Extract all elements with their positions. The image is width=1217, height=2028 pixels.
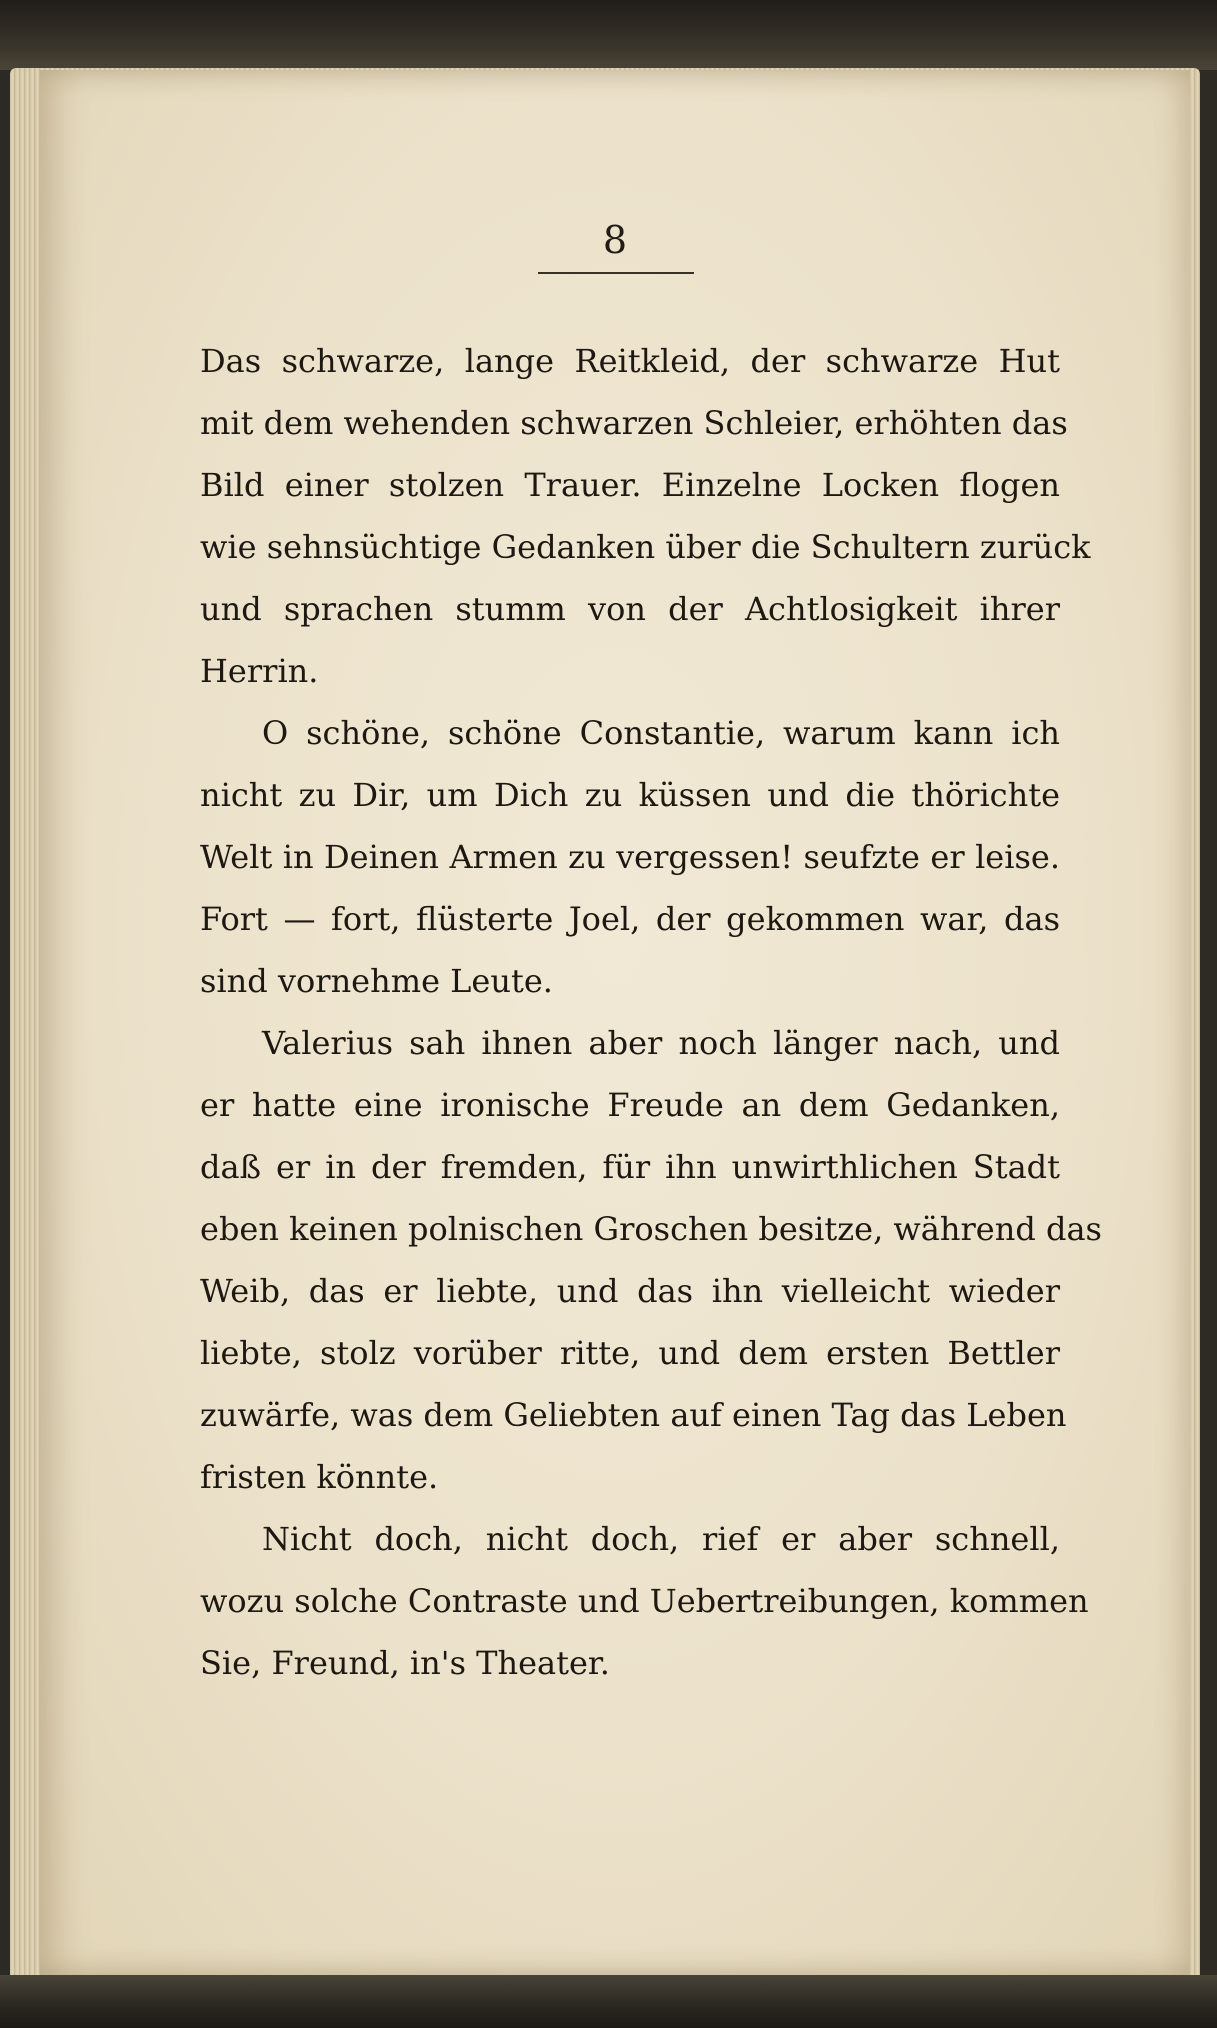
text-line: sind vornehme Leute. bbox=[200, 962, 553, 1000]
text-line: Welt in Deinen Armen zu vergessen! seufzte er leise. bbox=[200, 838, 1060, 876]
text-line: Nicht doch, nicht doch, rief er aber schnell, bbox=[262, 1520, 1060, 1558]
text-line: eben keinen polnischen Groschen besitze, während das bbox=[200, 1210, 1102, 1248]
text-line: mit dem wehenden schwarzen Schleier, erhöhten das bbox=[200, 404, 1068, 442]
text-line: fristen könnte. bbox=[200, 1458, 439, 1496]
text-line: zuwärfe, was dem Geliebten auf einen Tag das Leben bbox=[200, 1396, 1067, 1434]
header-rule bbox=[538, 272, 694, 274]
page-number: 8 bbox=[602, 218, 628, 262]
text-line: Sie, Freund, in's Theater. bbox=[200, 1644, 610, 1682]
text-line: wozu solche Contraste und Uebertreibungen, kommen bbox=[200, 1582, 1089, 1620]
text-line: Weib, das er liebte, und das ihn vielleicht wieder bbox=[200, 1272, 1060, 1310]
text-line: nicht zu Dir, um Dich zu küssen und die thörichte bbox=[200, 776, 1060, 814]
text-line: O schöne, schöne Constantie, warum kann ich bbox=[262, 714, 1060, 752]
text-line: daß er in der fremden, für ihn unwirthlichen Stadt bbox=[200, 1148, 1060, 1186]
text-line: und sprachen stumm von der Achtlosigkeit ihrer bbox=[200, 590, 1060, 628]
text-line: er hatte eine ironische Freude an dem Gedanken, bbox=[200, 1086, 1060, 1124]
text-line: liebte, stolz vorüber ritte, und dem ersten Bettler bbox=[200, 1334, 1060, 1372]
book-cover-bottom bbox=[0, 1975, 1217, 2028]
text-line: wie sehnsüchtige Gedanken über die Schultern zurück bbox=[200, 528, 1091, 566]
book-cover-top bbox=[0, 0, 1217, 70]
text-line: Valerius sah ihnen aber noch länger nach, und bbox=[262, 1024, 1060, 1062]
body-text bbox=[200, 330, 1102, 1694]
text-line: Bild einer stolzen Trauer. Einzelne Locken flogen bbox=[200, 466, 1060, 504]
text-line: Das schwarze, lange Reitkleid, der schwarze Hut bbox=[200, 342, 1060, 380]
text-line: Fort — fort, flüsterte Joel, der gekommen war, das bbox=[200, 900, 1060, 938]
text-line: Herrin. bbox=[200, 652, 319, 690]
